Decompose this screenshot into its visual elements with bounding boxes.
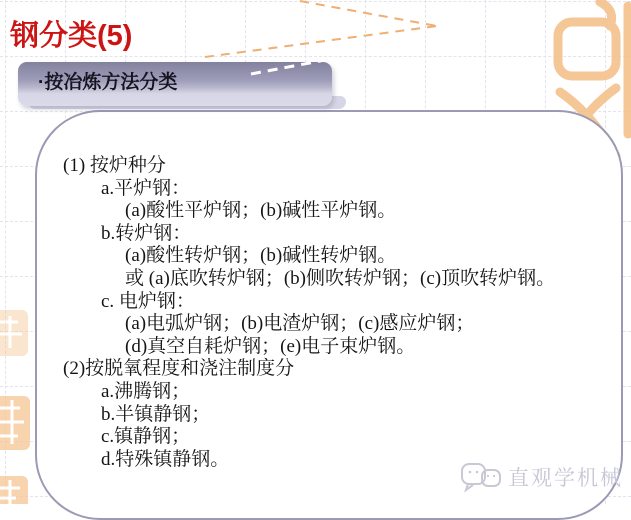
section-header-bar [18,62,332,106]
content-line: a.沸腾钢； [101,380,191,402]
content-line: c. 电炉钢： [101,290,195,312]
page-title: 钢分类(5) [10,20,133,52]
content-line: 或 (a)底吹转炉钢；(b)侧吹转炉钢；(c)顶吹转炉钢。 [125,267,556,289]
grid-line [5,0,6,504]
content-line: b.转炉钢： [101,222,192,244]
watermark [460,460,623,494]
content-line: (2)按脱氧程度和浇注制度分 [63,358,295,380]
section-header-label: ·按冶炼方法分类 [38,72,178,93]
grid-line [0,1,631,2]
content-line: d.特殊镇静钢。 [101,448,230,470]
watermark-label: 直观学机械 [508,467,623,490]
chat-bubbles-icon [460,460,502,494]
content-line: (a)酸性转炉钢；(b)碱性转炉钢。 [125,245,397,267]
content-line: (1) 按炉种分 [63,155,166,176]
content-line: a.平炉钢： [101,177,191,199]
content-line: (d)真空自耗炉钢；(e)电子束炉钢。 [125,335,416,357]
grid-line [0,56,631,57]
content-line: b.半镇静钢； [101,403,211,425]
content-line: (a)酸性平炉钢；(b)碱性平炉钢。 [125,200,397,222]
content-line: c.镇静钢； [101,426,191,448]
content-line: (a)电弧炉钢；(b)电渣炉钢；(c)感应炉钢； [125,313,475,335]
classification-list [37,155,612,471]
